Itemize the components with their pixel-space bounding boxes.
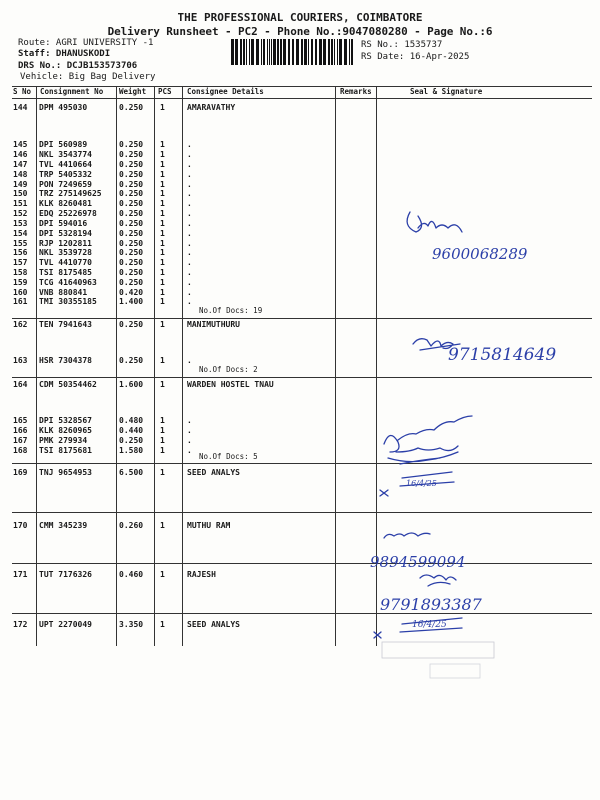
cell-weight: 0.250	[119, 248, 144, 257]
cell-weight: 0.460	[119, 570, 144, 579]
cell-weight: 1.580	[119, 446, 144, 455]
cell-weight: 0.480	[119, 416, 144, 425]
doc-count: No.Of Docs: 5	[199, 452, 258, 461]
runsheet-title: Delivery Runsheet - PC2 - Phone No.:9047080280 - Page No.:6	[107, 25, 493, 38]
cell-consignee: .	[187, 356, 192, 365]
cell-consignee: .	[187, 278, 192, 287]
cell-consignee: .	[187, 170, 192, 179]
cell-weight: 0.250	[119, 219, 144, 228]
cell-sno: 152	[13, 209, 28, 218]
signature-5-phone: 9791893387	[380, 595, 482, 614]
doc-count: No.Of Docs: 2	[199, 365, 258, 374]
cell-consignee: .	[187, 258, 192, 267]
cell-consignee: .	[187, 426, 192, 435]
cell-pcs: 1	[160, 199, 165, 208]
cell-consignee: .	[187, 229, 192, 238]
signature-6	[374, 618, 462, 638]
cell-consignee: .	[187, 189, 192, 198]
cell-sno: 171	[13, 570, 28, 579]
cell-consignment-no: CDM 50354462	[39, 380, 97, 389]
cell-sno: 162	[13, 320, 28, 329]
cell-consignment-no: UPT 2270049	[39, 620, 92, 629]
cell-sno: 160	[13, 288, 28, 297]
cell-pcs: 1	[160, 278, 165, 287]
col-header-remarks: Remarks	[340, 87, 372, 96]
col-header-weight: Weight	[119, 87, 147, 96]
faded-stamp	[382, 642, 494, 678]
cell-consignee: .	[187, 199, 192, 208]
cell-consignee: .	[187, 140, 192, 149]
signature-4	[370, 533, 465, 571]
cell-sno: 169	[13, 468, 28, 477]
cell-weight: 1.600	[119, 380, 144, 389]
cell-sno: 167	[13, 436, 28, 445]
cell-pcs: 1	[160, 189, 165, 198]
cell-weight: 0.250	[119, 150, 144, 159]
cell-consignment-no: NKL 3543774	[39, 150, 92, 159]
cell-consignee: MANIMUTHURU	[187, 320, 240, 329]
cell-pcs: 1	[160, 288, 165, 297]
cell-sno: 146	[13, 150, 28, 159]
cell-weight: 0.440	[119, 426, 144, 435]
cell-weight: 0.250	[119, 140, 144, 149]
cell-consignment-no: RJP 1202811	[39, 239, 92, 248]
cell-sno: 170	[13, 521, 28, 530]
cell-weight: 0.250	[119, 320, 144, 329]
cell-weight: 0.250	[119, 278, 144, 287]
cell-weight: 0.250	[119, 160, 144, 169]
cell-pcs: 1	[160, 209, 165, 218]
cell-pcs: 1	[160, 103, 165, 112]
cell-weight: 0.420	[119, 288, 144, 297]
cell-sno: 150	[13, 189, 28, 198]
cell-consignment-no: TEN 7941643	[39, 320, 92, 329]
cell-consignee: WARDEN HOSTEL TNAU	[187, 380, 274, 389]
cell-consignee: .	[187, 288, 192, 297]
signature-1	[407, 212, 528, 263]
cell-consignment-no: DPI 594016	[39, 219, 88, 228]
cell-consignment-no: TCG 41640963	[39, 278, 97, 287]
cell-consignee: .	[187, 160, 192, 169]
route-label: Route: AGRI UNIVERSITY -1	[18, 38, 154, 48]
cell-consignment-no: DPI 560989	[39, 140, 88, 149]
cell-pcs: 1	[160, 219, 165, 228]
cell-consignment-no: NKL 3539728	[39, 248, 92, 257]
cell-sno: 153	[13, 219, 28, 228]
cell-sno: 164	[13, 380, 28, 389]
cell-consignment-no: TUT 7176326	[39, 570, 92, 579]
staff-label: Staff: DHANUSKODI	[18, 49, 111, 59]
cell-sno: 144	[13, 103, 28, 112]
cell-pcs: 1	[160, 620, 165, 629]
cell-sno: 166	[13, 426, 28, 435]
col-header-seal-signature: Seal & Signature	[410, 87, 483, 96]
cell-weight: 0.250	[119, 239, 144, 248]
cell-pcs: 1	[160, 160, 165, 169]
drs-number: DRS No.: DCJB153573706	[18, 61, 138, 71]
rs-date: RS Date: 16-Apr-2025	[361, 52, 470, 62]
cell-pcs: 1	[160, 229, 165, 238]
cell-pcs: 1	[160, 468, 165, 477]
cell-pcs: 1	[160, 426, 165, 435]
signature-1-phone: 9600068289	[432, 245, 528, 263]
cell-consignee: .	[187, 239, 192, 248]
cell-sno: 145	[13, 140, 28, 149]
signature-2	[413, 339, 556, 365]
cell-pcs: 1	[160, 239, 165, 248]
cell-consignment-no: PON 7249659	[39, 180, 92, 189]
col-header-consignment: Consignment No	[40, 87, 104, 96]
cell-consignment-no: DPI 5328194	[39, 229, 92, 238]
cell-weight: 0.250	[119, 189, 144, 198]
col-header-consignee: Consignee Details	[187, 87, 264, 96]
cell-consignment-no: TVL 4410770	[39, 258, 92, 267]
cell-consignment-no: KLK 8260965	[39, 426, 92, 435]
signature-6-date: 16/4/25	[412, 620, 447, 630]
cell-sno: 159	[13, 278, 28, 287]
col-header-pcs: PCS	[158, 87, 172, 96]
cell-pcs: 1	[160, 180, 165, 189]
signature-5	[380, 575, 483, 614]
cell-weight: 3.350	[119, 620, 144, 629]
cell-pcs: 1	[160, 320, 165, 329]
cell-consignee: MUTHU RAM	[187, 521, 231, 530]
cell-consignment-no: KLK 8260481	[39, 199, 92, 208]
company-title: THE PROFESSIONAL COURIERS, COIMBATORE	[177, 11, 423, 24]
cell-weight: 0.250	[119, 199, 144, 208]
cell-weight: 0.250	[119, 103, 144, 112]
rs-number: RS No.: 1535737	[361, 40, 443, 50]
col-header-sno: S No	[13, 87, 32, 96]
cell-sno: 158	[13, 268, 28, 277]
cell-pcs: 1	[160, 446, 165, 455]
cell-consignment-no: PMK 279934	[39, 436, 88, 445]
cell-weight: 0.250	[119, 209, 144, 218]
cell-pcs: 1	[160, 258, 165, 267]
cell-sno: 154	[13, 229, 28, 238]
cell-consignee: .	[187, 297, 192, 306]
cell-weight: 0.250	[119, 268, 144, 277]
cell-sno: 165	[13, 416, 28, 425]
cell-consignment-no: TVL 4410664	[39, 160, 92, 169]
cell-sno: 151	[13, 199, 28, 208]
cell-consignee: .	[187, 446, 192, 455]
cell-pcs: 1	[160, 150, 165, 159]
cell-weight: 0.250	[119, 229, 144, 238]
cell-consignment-no: TSI 8175681	[39, 446, 92, 455]
cell-consignment-no: EDQ 25226978	[39, 209, 97, 218]
cell-weight: 0.250	[119, 170, 144, 179]
cell-weight: 0.250	[119, 356, 144, 365]
cell-consignment-no: HSR 7304378	[39, 356, 92, 365]
cell-pcs: 1	[160, 248, 165, 257]
vehicle-label: Vehicle: Big Bag Delivery	[20, 72, 156, 82]
cell-consignment-no: TSI 8175485	[39, 268, 92, 277]
cell-consignee: .	[187, 268, 192, 277]
cell-consignee: .	[187, 416, 192, 425]
cell-pcs: 1	[160, 521, 165, 530]
cell-pcs: 1	[160, 416, 165, 425]
cell-pcs: 1	[160, 268, 165, 277]
cell-pcs: 1	[160, 570, 165, 579]
cell-weight: 1.400	[119, 297, 144, 306]
cell-pcs: 1	[160, 356, 165, 365]
cell-consignee: SEED ANALYS	[187, 620, 240, 629]
signature-3-date: 16/4/25	[406, 479, 437, 488]
cell-sno: 147	[13, 160, 28, 169]
cell-consignee: .	[187, 150, 192, 159]
signature-2-phone: 9715814649	[448, 345, 557, 365]
cell-pcs: 1	[160, 170, 165, 179]
cell-consignee: RAJESH	[187, 570, 216, 579]
cell-sno: 149	[13, 180, 28, 189]
cell-consignment-no: TRZ 275149625	[39, 189, 102, 198]
cell-weight: 0.250	[119, 258, 144, 267]
cell-consignee: .	[187, 248, 192, 257]
cell-pcs: 1	[160, 380, 165, 389]
cell-consignee: .	[187, 219, 192, 228]
cell-weight: 0.250	[119, 180, 144, 189]
cell-weight: 6.500	[119, 468, 144, 477]
cell-sno: 161	[13, 297, 28, 306]
cell-consignee: .	[187, 180, 192, 189]
cell-consignee: .	[187, 209, 192, 218]
cell-consignment-no: CMM 345239	[39, 521, 88, 530]
cell-sno: 155	[13, 239, 28, 248]
cell-sno: 163	[13, 356, 28, 365]
cell-consignee: .	[187, 436, 192, 445]
cell-consignment-no: VNB 880841	[39, 288, 88, 297]
cell-sno: 157	[13, 258, 28, 267]
doc-count: No.Of Docs: 19	[199, 306, 263, 315]
cell-consignment-no: DPI 5328567	[39, 416, 92, 425]
cell-weight: 0.260	[119, 521, 144, 530]
cell-pcs: 1	[160, 436, 165, 445]
cell-consignee: AMARAVATHY	[187, 103, 236, 112]
cell-pcs: 1	[160, 297, 165, 306]
cell-sno: 156	[13, 248, 28, 257]
cell-consignment-no: TMI 30355185	[39, 297, 97, 306]
cell-sno: 172	[13, 620, 28, 629]
cell-consignment-no: DPM 495030	[39, 103, 88, 112]
signature-3	[380, 416, 472, 496]
signature-4-phone: 9894599094	[370, 553, 466, 571]
cell-consignment-no: TNJ 9654953	[39, 468, 92, 477]
cell-consignment-no: TRP 5405332	[39, 170, 92, 179]
cell-sno: 168	[13, 446, 28, 455]
cell-weight: 0.250	[119, 436, 144, 445]
cell-consignee: SEED ANALYS	[187, 468, 240, 477]
cell-pcs: 1	[160, 140, 165, 149]
cell-sno: 148	[13, 170, 28, 179]
